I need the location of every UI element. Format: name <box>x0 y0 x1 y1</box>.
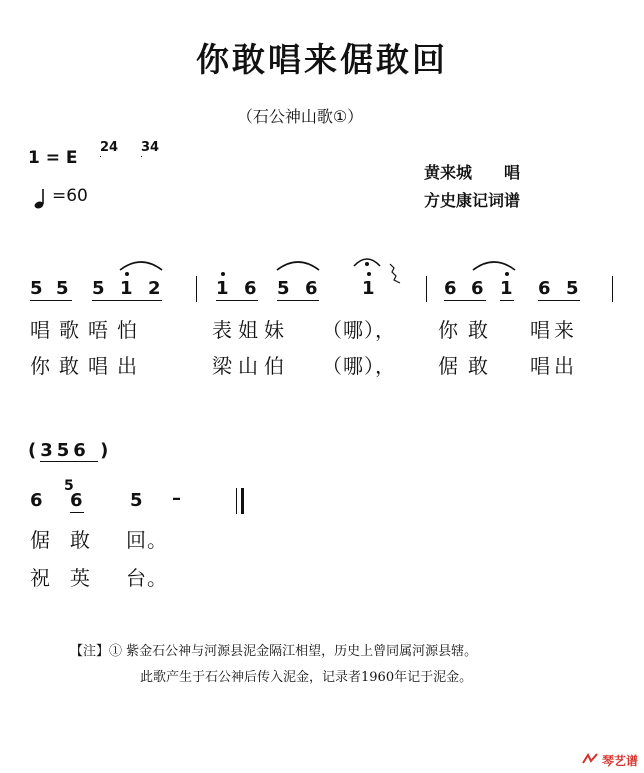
song-title: 你敢唱来倨敢回 <box>196 40 448 79</box>
note: 6 <box>30 490 43 511</box>
lyric-verse1: 敢 <box>70 528 91 552</box>
note: 1 <box>120 278 133 299</box>
beam <box>92 300 162 301</box>
lyric-verse2: 倨敢 <box>438 354 498 378</box>
beam <box>538 300 580 301</box>
high-octave-dot <box>221 272 225 276</box>
note: 6 <box>471 278 484 299</box>
song-subtitle: （石公神山歌①） <box>236 107 364 126</box>
footnote-line-1: 【注】① 紫金石公神与河源县泥金隔江相望，历史上曾同属河源县辖。 <box>70 644 478 659</box>
note: 1 <box>500 278 513 299</box>
note: 5 <box>56 278 69 299</box>
lyric-verse1: 你敢 <box>438 318 498 342</box>
high-octave-dot <box>125 272 129 276</box>
meter-denominator: 4 <box>150 140 160 155</box>
high-octave-dot <box>367 272 371 276</box>
beam <box>277 300 319 301</box>
lyric-verse2: 祝 <box>30 566 51 590</box>
final-barline-thick <box>241 488 244 514</box>
note: 2 <box>148 278 161 299</box>
meter-2-4 <box>100 140 119 155</box>
note: 6 <box>244 278 257 299</box>
slur <box>275 258 321 272</box>
note: 5 <box>566 278 579 299</box>
note: 1 <box>216 278 229 299</box>
barline <box>612 276 613 302</box>
note: 5 <box>277 278 290 299</box>
lyric-verse2: 梁山伯 <box>212 354 290 378</box>
glissando-icon <box>388 262 402 284</box>
key-signature: 1 = E <box>28 148 78 168</box>
quarter-note-icon <box>34 188 48 210</box>
note: 6 <box>305 278 318 299</box>
lyric-verse2: 你敢唱出 <box>30 354 146 378</box>
final-barline <box>236 488 237 514</box>
beam <box>500 300 514 301</box>
lyric-verse1: 倨 <box>30 528 51 552</box>
watermark-text: 琴艺谱 <box>601 754 638 768</box>
slur <box>471 258 517 272</box>
barline <box>196 276 197 302</box>
lyric-verse2: 唱出 <box>530 354 578 378</box>
lyric-verse1: 表姐妹 <box>212 318 290 342</box>
fermata-icon <box>352 252 382 272</box>
meter-numerator: 3 <box>141 140 151 155</box>
note: 6 <box>444 278 457 299</box>
lyric-verse1: 唱来 <box>530 318 578 342</box>
grace-note: 5 <box>64 478 74 494</box>
parenthetical-notes: (356 ) <box>28 440 113 461</box>
beam <box>30 300 72 301</box>
tempo-marking: =60 <box>52 186 88 206</box>
meter-numerator: 2 <box>100 140 110 155</box>
meter-denominator: 4 <box>109 140 119 155</box>
beam <box>40 461 98 462</box>
meter-3-4 <box>141 140 160 155</box>
note: 6 <box>538 278 551 299</box>
high-octave-dot <box>505 272 509 276</box>
slur <box>118 258 164 272</box>
barline <box>426 276 427 302</box>
note: 5 <box>130 490 143 511</box>
beam <box>216 300 258 301</box>
lyric-verse2: 台。 <box>126 566 168 590</box>
lyric-verse1: 唱歌唔怕 <box>30 318 146 342</box>
note: 6 <box>70 490 83 511</box>
lyric-verse2: （哪）， <box>322 354 396 378</box>
lyric-verse1: （哪）， <box>322 318 396 342</box>
footnote-line-2: 此歌产生于石公神后传入泥金，记录者1960年记于泥金。 <box>140 670 473 685</box>
watermark-logo <box>582 752 638 769</box>
beam <box>444 300 486 301</box>
recorder-credit: 方史康记词谱 <box>424 191 521 210</box>
logo-icon <box>582 753 598 765</box>
lyric-verse2: 英 <box>70 566 91 590</box>
note-dash: – <box>172 488 181 509</box>
beam <box>70 512 84 513</box>
note: 1 <box>362 278 375 299</box>
lyric-verse1: 回。 <box>126 528 168 552</box>
note: 5 <box>92 278 105 299</box>
note: 5 <box>30 278 43 299</box>
singer-credit: 黄来城 唱 <box>424 163 521 182</box>
